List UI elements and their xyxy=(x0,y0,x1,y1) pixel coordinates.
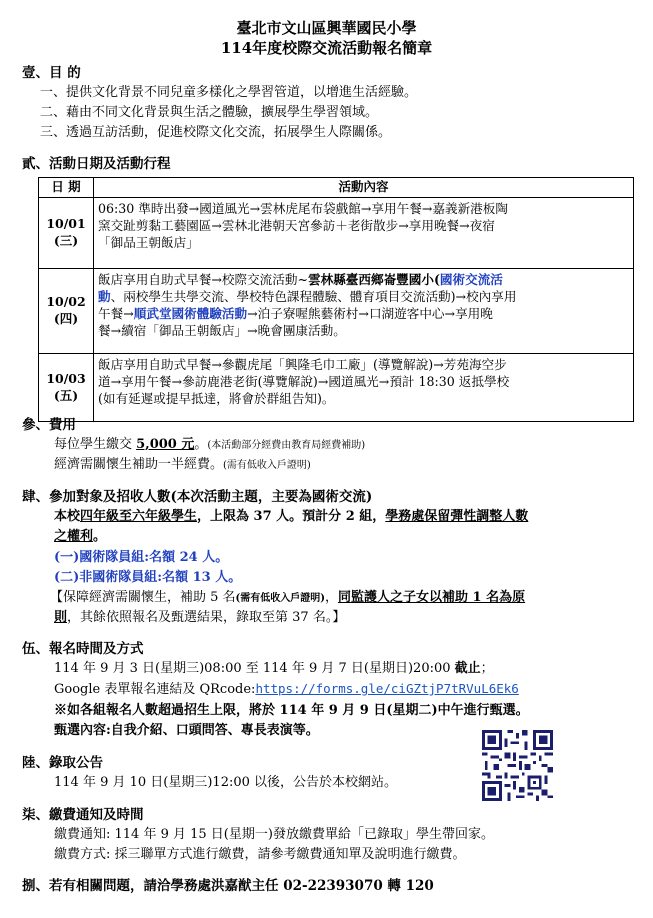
highlight-text: 國術交流活 xyxy=(439,272,503,287)
fee-prefix: 每位學生繳交 xyxy=(54,437,137,452)
aid-line xyxy=(54,456,311,474)
activity-line: 道→享用午餐→參訪鹿港老街(導覽解說)→國道風光→預計 18:30 返抵學校 xyxy=(98,374,510,390)
adjust-right: 學務處保留彈性調整人數 xyxy=(385,509,529,524)
payment-method: 繳費方式: 採三聯單方式進行繳費，請參考繳費通知單及說明進行繳費。 xyxy=(54,847,466,862)
partner-school: 雲林縣臺西鄉崙豐國小( xyxy=(308,272,440,287)
activity-text: 午餐→ xyxy=(98,306,134,322)
sibling-rule-end: 則 xyxy=(54,610,68,625)
aid-text: 經濟需關懷生補助一半經費。 xyxy=(54,457,224,472)
weekday-value: (五) xyxy=(53,387,79,403)
announcement-text: 114 年 9 月 10 日(星期三)12:00 以後，公告於本校網站。 xyxy=(54,775,398,790)
section-7-heading: 柒、繳費通知及時間 xyxy=(22,807,144,823)
activity-line: 餐→續宿「御品王朝飯店」→晚會團康活動。 xyxy=(98,323,346,339)
adjust-right-end: 之權利 xyxy=(54,529,94,544)
target-line-2 xyxy=(54,528,106,546)
school-title: 臺北市文山區興華國民小學 xyxy=(236,19,417,37)
section-5-heading: 伍、報名時間及方式 xyxy=(22,641,144,657)
highlight-text: 動 xyxy=(98,289,111,305)
activity-line: 窯交趾剪黏工藝園區→雲林北港朝天宮參訪＋老街散步→享用晚餐→夜宿 xyxy=(98,218,495,234)
registration-time: 114 年 9 月 3 日(星期三)08:00 至 114 年 9 月 7 日(星期日)20:00 xyxy=(54,661,455,676)
quota-proof: (需有低收入戶證明) xyxy=(235,593,326,604)
target-line xyxy=(54,508,528,526)
table-row xyxy=(39,354,634,422)
target-limit: ，上限為 37 人。預計分 2 組， xyxy=(197,509,386,524)
selection-content: 甄選內容:自我介紹、口頭問答、專長表演等。 xyxy=(54,723,319,738)
date-cell xyxy=(39,269,94,354)
section-2-heading: 貳、活動日期及活動行程 xyxy=(22,156,171,172)
activity-line: (如有延遲或提早抵達，將會於群組告知)。 xyxy=(98,391,335,407)
quota-note-line-2 xyxy=(54,609,345,627)
contact-info: 捌、若有相關問題，請洽學務處洪嘉猷主任 02-22393070 轉 120 xyxy=(22,878,434,894)
activity-line: 「御品王朝飯店」 xyxy=(98,235,199,251)
period: 。 xyxy=(93,529,107,544)
aid-note: (需有低收入戶證明) xyxy=(223,460,311,471)
activity-line: 06:30 準時出發→國道風光→雲林虎尾布袋戲館→享用午餐→嘉義新港板陶 xyxy=(98,201,508,216)
target-text: 本校 xyxy=(54,509,81,524)
group-2: (二)非國術隊員組:名額 13 人。 xyxy=(54,570,242,585)
target-grades: 四年級至六年級學生 xyxy=(80,509,198,524)
quota-remaining: ，其餘依照報名及甄選結果，錄取至第 37 名。】 xyxy=(67,610,346,625)
purpose-item-3: 三、透過互訪活動，促進校際文化交流，拓展學生人際關係。 xyxy=(40,125,392,140)
activity-line: 飯店享用自助式早餐→參觀虎尾「興隆毛巾工廠」(導覽解說)→芳苑海空步 xyxy=(98,357,507,372)
date-column-header: 日 期 xyxy=(39,178,94,198)
quota-text: 【保障經濟需關懷生，補助 5 名 xyxy=(50,590,236,605)
quota-note-line-1 xyxy=(50,589,525,607)
semicolon: ； xyxy=(480,661,494,676)
date-value: 10/02 xyxy=(46,294,86,310)
table-header-row xyxy=(39,178,634,198)
weekday-value: (四) xyxy=(53,311,79,326)
schedule-table xyxy=(38,177,634,422)
form-label: Google 表單報名連結及 QRcode: xyxy=(54,682,256,697)
highlight-text: 順武堂國術體驗活動 xyxy=(133,306,248,322)
activity-cell xyxy=(94,198,634,269)
fee-amount: 5,000 元 xyxy=(136,437,195,452)
date-cell xyxy=(39,198,94,269)
purpose-item-1: 一、提供文化背景不同兒童多樣化之學習管道，以增進生活經驗。 xyxy=(40,85,418,100)
section-1-heading: 壹、目 的 xyxy=(22,65,81,81)
activity-line xyxy=(98,305,629,322)
registration-deadline: 截止 xyxy=(454,661,481,676)
fee-note: (本活動部分經費由教育局經費補助) xyxy=(207,440,366,451)
date-value: 10/03 xyxy=(46,370,86,386)
fee-suffix: 。 xyxy=(194,437,208,452)
payment-notice: 繳費通知: 114 年 9 月 15 日(星期一)發放繳費單給「已錄取」學生帶回家。 xyxy=(54,827,494,842)
activity-text: 、兩校學生共學交流、學校特色課程體驗、體育項目交流活動)→校內享用 xyxy=(110,289,517,305)
section-3-heading: 參、費用 xyxy=(22,417,76,433)
form-link[interactable]: https://forms.gle/ciGZtjP7tRVuL6Ek6 xyxy=(255,681,519,696)
weekday-value: (三) xyxy=(53,233,79,248)
activity-text: 飯店享用自助式早餐→校際交流活動~ xyxy=(98,272,309,287)
activity-line xyxy=(98,271,629,288)
section-6-heading: 陸、錄取公告 xyxy=(22,755,103,771)
activity-line xyxy=(98,288,629,305)
table-row xyxy=(39,269,634,354)
activity-cell xyxy=(94,269,634,354)
form-line xyxy=(54,681,519,699)
selection-notice: ※如各組報名人數超過招生上限，將於 114 年 9 月 9 日(星期二)中午進行甄選。 xyxy=(54,703,529,718)
activity-cell xyxy=(94,354,634,422)
date-cell xyxy=(39,354,94,422)
group-1: (一)國術隊員組:名額 24 人。 xyxy=(54,550,229,565)
quota-comma: ， xyxy=(325,590,339,605)
document-title: 114年度校際交流活動報名簡章 xyxy=(220,39,433,57)
table-row xyxy=(39,198,634,269)
qr-code[interactable] xyxy=(482,730,553,801)
fee-line xyxy=(54,436,365,454)
registration-period xyxy=(54,660,494,678)
section-4-heading: 肆、參加對象及招收人數(本次活動主題，主要為國術交流) xyxy=(22,489,373,505)
purpose-item-2: 二、藉由不同文化背景與生活之體驗，擴展學生學習領域。 xyxy=(40,105,379,120)
date-value: 10/01 xyxy=(46,216,86,232)
sibling-rule: 同監護人之子女以補助 1 名為原 xyxy=(338,590,526,605)
content-column-header: 活動內容 xyxy=(94,178,634,198)
activity-text: →泊子寮喔熊藝術村→口湖遊客中心→享用晚 xyxy=(247,306,493,322)
